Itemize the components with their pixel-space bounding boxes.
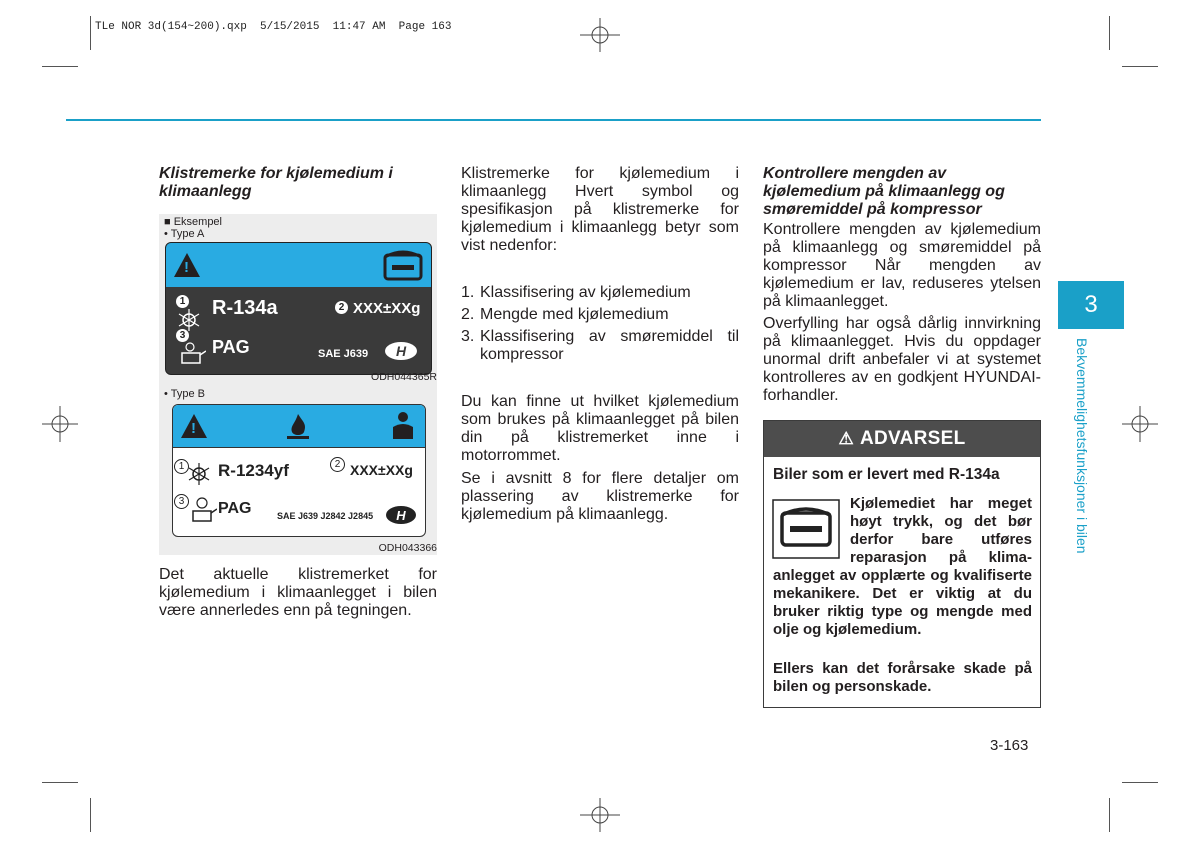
overfill-paragraph: Overfylling har også dårlig innvirkning på klimaanlegget. Hvis du oppdager unormal drift anbefaler vi at systemet kontrolleres av en godkjent HYUNDAI-forhandler.	[763, 315, 1041, 404]
registration-mark	[580, 18, 620, 52]
example-caption: ■ Eksempel	[164, 216, 222, 228]
reference-paragraph: Se i avsnitt 8 for flere detaljer om plassering av klistremerke for kjølemedium på klimaanlegg.	[461, 470, 739, 523]
oil-can-icon	[176, 341, 206, 367]
column-3	[763, 165, 1041, 405]
marker-3: 3	[176, 329, 189, 342]
sae-standard: SAE J639 J2842 J2845	[277, 511, 374, 521]
amount-value: XXX±XXg	[353, 300, 421, 317]
figure-code-a: ODH044365R	[371, 371, 437, 383]
warning-header	[764, 421, 1040, 457]
registration-mark	[42, 406, 78, 442]
column-1	[159, 165, 437, 201]
refrigerant-icon	[188, 463, 210, 485]
crop-mark	[1109, 798, 1110, 832]
marker-1: 1	[176, 295, 189, 308]
list-item: 1. Klassifisering av kjølemedium	[461, 284, 691, 301]
amount-value: XXX±XXg	[350, 462, 413, 478]
oil-value: PAG	[218, 500, 252, 517]
symbol-list	[461, 284, 739, 364]
sae-standard: SAE J639	[318, 348, 369, 360]
marker-2: 2	[335, 301, 348, 314]
column-2	[461, 165, 739, 524]
type-a-caption: • Type A	[164, 228, 205, 240]
label-note: Det aktuelle klistremerket for kjølemedium i klimaanlegget i bilen være annerledes enn på tegningen.	[159, 566, 437, 619]
warning-triangle-icon: !	[174, 253, 200, 277]
warning-text: anlegget av opplærte og kvalifiserte mekanikere. Det er viktig at du bruker riktig type og mengde med olje og kjølemedium.	[773, 567, 1032, 638]
type-b-label	[172, 404, 426, 537]
marker-1: 1	[174, 459, 189, 474]
svg-text:H: H	[396, 508, 406, 523]
warning-triangle-icon: !	[181, 414, 207, 438]
crop-mark	[1109, 16, 1110, 50]
hyundai-logo-icon	[385, 505, 417, 525]
svg-text:H: H	[395, 343, 407, 359]
crop-mark	[42, 782, 78, 783]
refrigerant-value: R-1234yf	[218, 461, 289, 480]
warning-triangle-icon: ⚠	[838, 429, 855, 448]
flame-icon	[285, 412, 311, 440]
crop-mark	[1122, 782, 1158, 783]
list-item: 3. Klassifisering av smøremiddel til kompressor	[461, 328, 739, 363]
type-b-caption: • Type B	[164, 388, 205, 400]
refrigerant-value: R-134a	[212, 297, 278, 319]
crop-mark	[42, 66, 78, 67]
registration-mark	[580, 798, 620, 832]
oil-value: PAG	[212, 337, 250, 357]
warning-consequence: Ellers kan det forårsake skade på bilen og personskade.	[773, 660, 1032, 695]
section-title: Bekvemmelighetsfunksjoner i bilen	[1074, 338, 1090, 554]
warning-subtitle: Biler som er levert med R-134a	[773, 466, 1000, 483]
registration-mark	[1122, 406, 1158, 442]
intro-paragraph: Klistremerke for kjølemedium i klimaanlegg Hvert symbol og spesifikasjon på klistremerke for kjølemedium i klimaanlegg betyr som vist nedenfor:	[461, 165, 739, 254]
warning-title: ADVARSEL	[860, 428, 966, 449]
service-manual-icon	[383, 249, 423, 281]
section-heading: Klistremerke for kjølemedium i klimaanlegg	[159, 165, 393, 200]
warning-text-beside-icon: Kjølemediet har meget høyt trykk, og det bør derfor bare utføres reparasjon på klima-	[850, 495, 1032, 566]
service-manual-icon	[772, 499, 840, 559]
warning-box	[763, 420, 1041, 708]
label-header	[166, 243, 431, 287]
top-rule	[66, 119, 1041, 121]
refrigerant-icon	[178, 309, 200, 331]
check-paragraph: Kontrollere mengden av kjølemedium på klimaanlegg og smøremiddel på kompressor Når mengden av kjølemedium er lav, reduseres ytelsen på klimaanlegget.	[763, 221, 1041, 310]
figure-code-b: ODH043366	[378, 542, 437, 554]
page-number: 3-163	[990, 737, 1029, 754]
chapter-tab: 3	[1058, 281, 1124, 329]
list-item: 2. Mengde med kjølemedium	[461, 306, 669, 323]
label-figure-panel	[159, 214, 437, 555]
section-heading: Kontrollere mengden av kjølemedium på klimaanlegg og smøremiddel på kompressor	[763, 165, 1005, 218]
marker-2: 2	[330, 457, 345, 472]
section-title-vertical	[1068, 338, 1092, 582]
marker-3: 3	[174, 494, 189, 509]
crop-mark	[1122, 66, 1158, 67]
crop-mark	[90, 798, 91, 832]
column-1-note	[159, 566, 437, 620]
location-paragraph: Du kan finne ut hvilket kjølemedium som brukes på klimaanlegget på bilen din på klistremerket inne i motorrommet.	[461, 393, 739, 464]
oil-can-icon	[187, 495, 217, 525]
label-header	[173, 405, 425, 448]
crop-mark	[90, 16, 91, 50]
hyundai-logo-icon	[384, 341, 418, 361]
print-header: TLe NOR 3d(154~200).qxp 5/15/2015 11:47 AM Page 163	[95, 21, 452, 33]
mechanic-icon	[389, 411, 417, 441]
type-a-label	[165, 242, 432, 375]
